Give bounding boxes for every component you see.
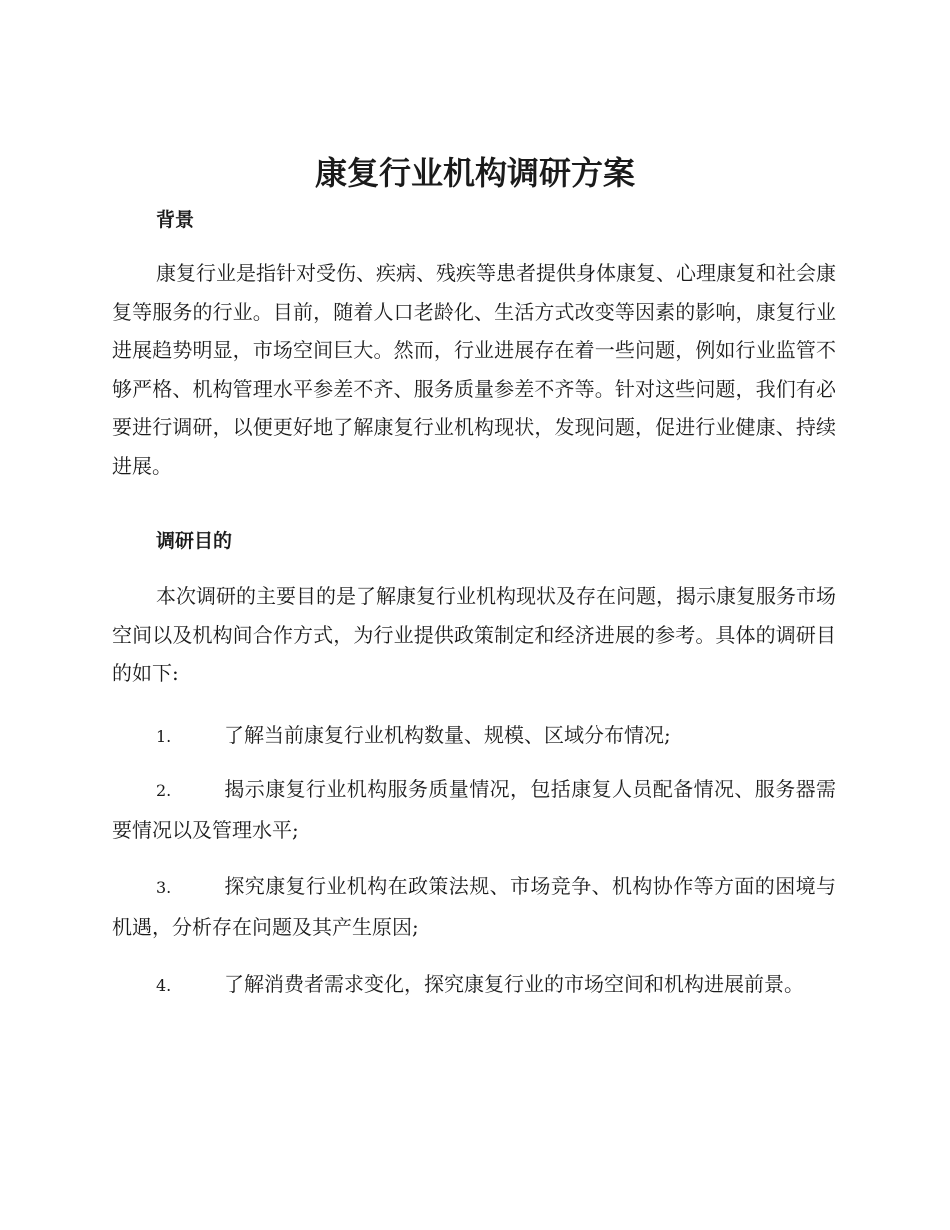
list-item-text: 了解消费者需求变化，探究康复行业的市场空间和机构进展前景。 xyxy=(224,972,804,996)
section-heading-background: 背景 xyxy=(156,209,195,231)
purpose-list-item xyxy=(112,770,836,849)
list-item-text: 揭示康复行业机构服务质量情况，包括康复人员配备情况、服务器需要情况以及管理水平; xyxy=(112,777,836,842)
background-paragraph: 康复行业是指针对受伤、疾病、残疾等患者提供身体康复、心理康复和社会康复等服务的行业。目前，随着人口老龄化、生活方式改变等因素的影响，康复行业进展趋势明显，市场空间巨大。然而，行业进展存在着一些问题，例如行业监管不够严格、机构管理水平参差不齐、服务质量参差不齐等。针对这些问题，我们有必要进行调研，以便更好地了解康复行业机构现状，发现问题，促进行业健康、持续进展。 xyxy=(112,261,836,478)
list-item-number: 1. xyxy=(156,727,172,746)
purpose-list-item xyxy=(112,716,836,757)
list-item-number: 4. xyxy=(156,976,172,995)
list-item-text: 了解当前康复行业机构数量、规模、区域分布情况; xyxy=(224,723,671,747)
purpose-list-item xyxy=(112,965,836,1006)
purpose-paragraph: 本次调研的主要目的是了解康复行业机构现状及存在问题，揭示康复服务市场空间以及机构间合作方式，为行业提供政策制定和经济进展的参考。具体的调研目的如下: xyxy=(112,584,836,685)
list-item-number: 2. xyxy=(156,781,172,800)
section-heading-purpose: 调研目的 xyxy=(156,530,233,552)
list-item-text: 探究康复行业机构在政策法规、市场竞争、机构协作等方面的困境与机遇，分析存在问题及其产生原因; xyxy=(112,874,836,939)
purpose-list-item xyxy=(112,867,836,946)
document-title: 康复行业机构调研方案 xyxy=(314,154,635,192)
list-item-number: 3. xyxy=(156,878,172,897)
